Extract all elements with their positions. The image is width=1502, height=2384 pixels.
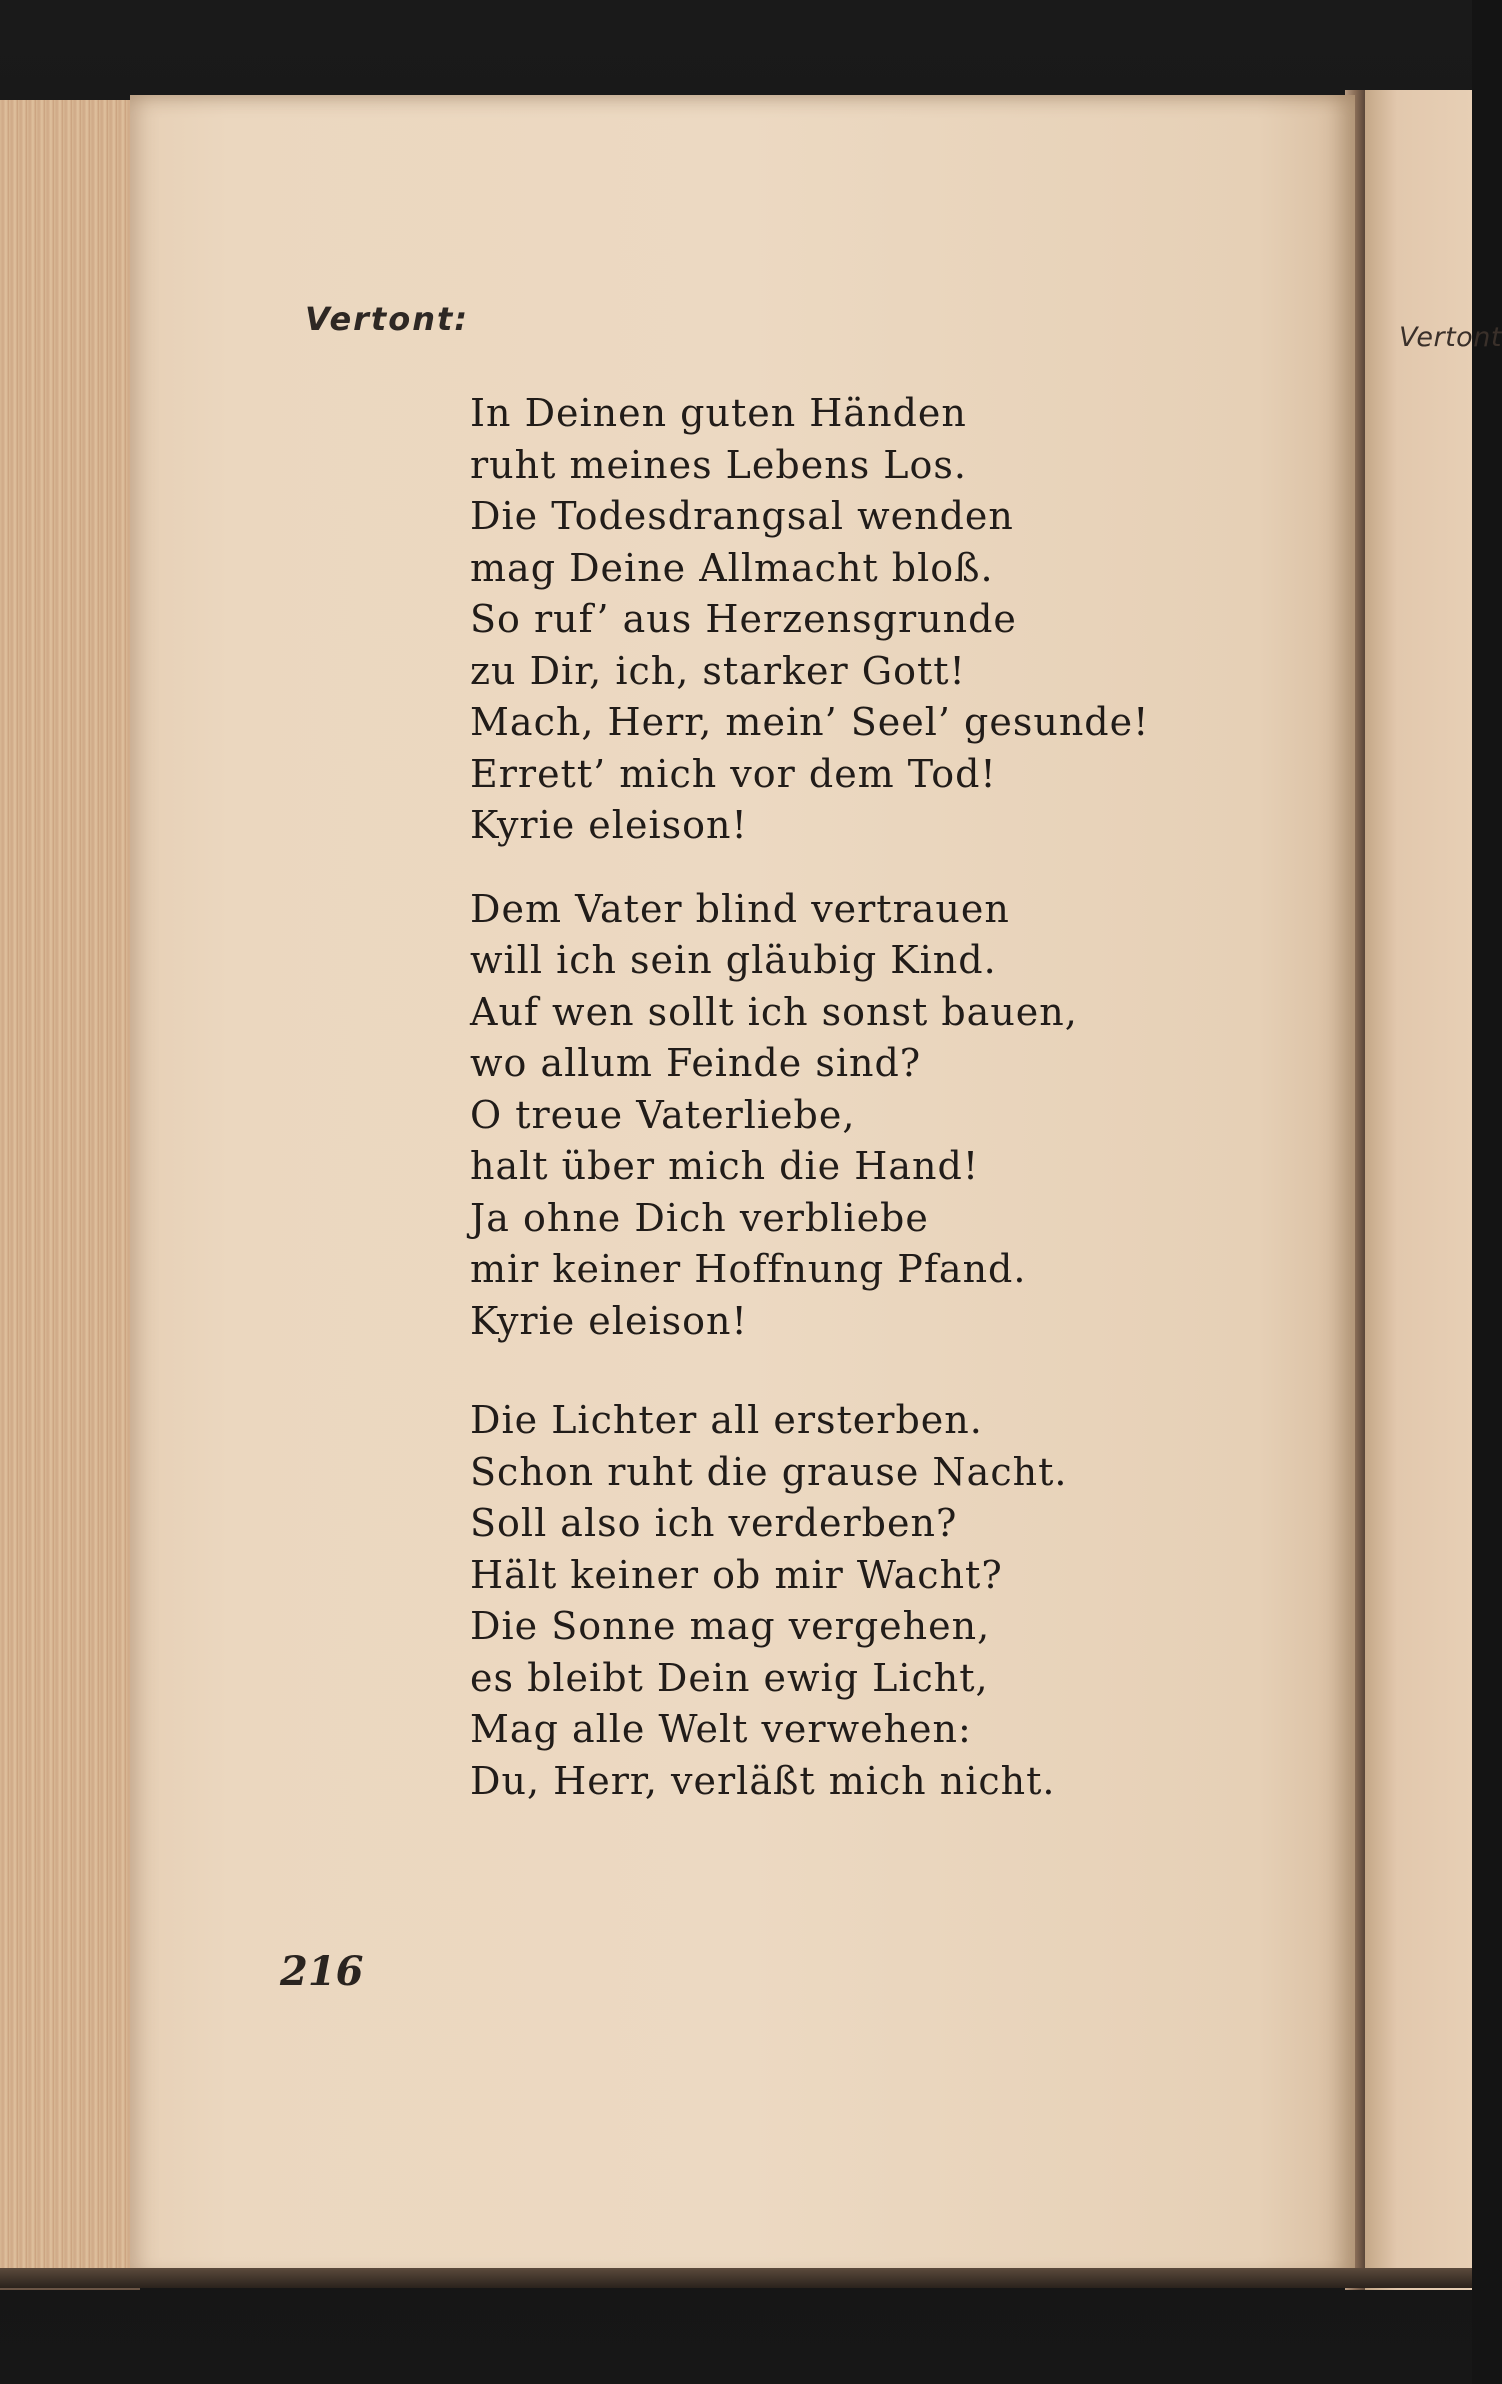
poem-line: Soll also ich verderben? (470, 1501, 958, 1545)
poem-line: Auf wen sollt ich sonst bauen, (470, 989, 1078, 1034)
poem-line: mag Deine Allmacht bloß. (470, 545, 994, 590)
poem-line: Die Lichter all ersterben. (470, 1398, 983, 1442)
facing-page (1365, 90, 1502, 2290)
poem-line: In Deinen guten Händen (470, 391, 967, 435)
poem-line: zu Dir, ich, starker Gott! (470, 648, 966, 693)
poem-line: Mach, Herr, mein’ Seel’ gesunde! (470, 700, 1150, 744)
stanza-3 (470, 1395, 1290, 1807)
facing-page-header: Vertont (1399, 322, 1502, 353)
running-header: Vertont: (305, 300, 470, 338)
poem-line: halt über mich die Hand! (470, 1144, 980, 1188)
poem-line: es bleibt Dein ewig Licht, (470, 1655, 989, 1700)
poem-line: Die Sonne mag vergehen, (470, 1604, 991, 1648)
poem-line: mir keiner Hoffnung Pfand. (470, 1247, 1027, 1291)
stanza-1 (470, 388, 1290, 852)
poem-line: So ruf’ aus Herzensgrunde (470, 597, 1017, 641)
poem-line: Mag alle Welt verwehen: (470, 1707, 972, 1751)
poem-line: O treue Vaterliebe, (470, 1092, 856, 1137)
poem-line: Ja ohne Dich verbliebe (470, 1195, 929, 1240)
poem-line: Schon ruht die grause Nacht. (470, 1449, 1068, 1494)
poem (470, 388, 1290, 1807)
poem-line: Dem Vater blind vertrauen (470, 886, 1010, 931)
poem-line: Du, Herr, verläßt mich nicht. (470, 1758, 1056, 1803)
poem-line: Errett’ mich vor dem Tod! (470, 751, 997, 796)
page-number: 216 (280, 1948, 364, 1995)
poem-line: Kyrie eleison! (470, 803, 748, 847)
poem-line: Die Todesdrangsal wenden (470, 494, 1014, 538)
page-edges (0, 100, 140, 2290)
book-bottom-edge (0, 2268, 1472, 2288)
poem-line: Hält keiner ob mir Wacht? (470, 1552, 1003, 1597)
poem-line: wo allum Feinde sind? (470, 1041, 922, 1085)
poem-line: Kyrie eleison! (470, 1298, 748, 1343)
stanza-2 (470, 884, 1290, 1348)
poem-line: ruht meines Lebens Los. (470, 442, 967, 487)
poem-line: will ich sein gläubig Kind. (470, 938, 997, 982)
